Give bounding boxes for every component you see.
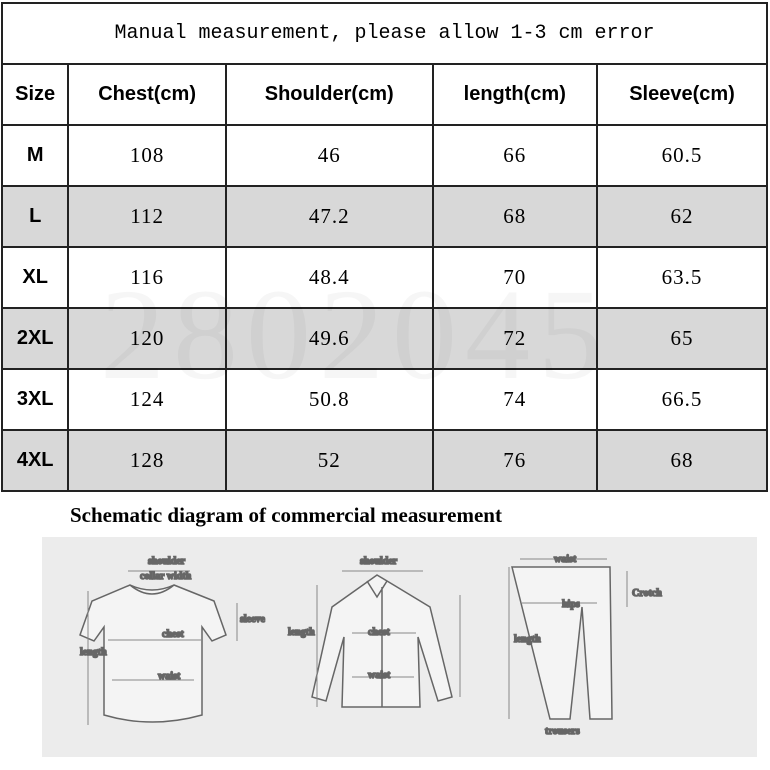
cell-shoulder: 50.8 [226, 369, 433, 430]
cell-shoulder: 48.4 [226, 247, 433, 308]
table-row [2, 186, 767, 247]
cell-sleeve: 63.5 [597, 247, 767, 308]
cell-chest: 128 [68, 430, 226, 491]
label-crotch: Crotch [632, 588, 662, 599]
cell-sleeve: 62 [597, 186, 767, 247]
header-chest: Chest(cm) [68, 64, 226, 125]
cell-chest: 108 [68, 125, 226, 186]
label-collar-width: collar width [140, 571, 192, 582]
table-row [2, 308, 767, 369]
header-length: length(cm) [433, 64, 598, 125]
label-trousers-waist: waist [554, 554, 577, 565]
cell-size: 3XL [2, 369, 68, 430]
shirt-illustration [288, 556, 460, 707]
cell-length: 66 [433, 125, 598, 186]
cell-shoulder: 49.6 [226, 308, 433, 369]
cell-size: 2XL [2, 308, 68, 369]
cell-chest: 116 [68, 247, 226, 308]
cell-size: L [2, 186, 68, 247]
header-shoulder: Shoulder(cm) [226, 64, 433, 125]
header-row [2, 64, 767, 125]
table-row [2, 247, 767, 308]
cell-sleeve: 66.5 [597, 369, 767, 430]
cell-length: 68 [433, 186, 598, 247]
cell-size: M [2, 125, 68, 186]
label-shirt-length: length [288, 627, 315, 638]
diagram-title: Schematic diagram of commercial measurement [70, 503, 502, 527]
cell-chest: 112 [68, 186, 226, 247]
label-shoulder: shoulder [148, 556, 186, 567]
cell-length: 70 [433, 247, 598, 308]
header-sleeve: Sleeve(cm) [597, 64, 767, 125]
label-chest: chest [162, 629, 184, 640]
label-sleeve: sleeve [240, 614, 265, 625]
table-row [2, 369, 767, 430]
cell-shoulder: 52 [226, 430, 433, 491]
cell-length: 74 [433, 369, 598, 430]
cell-shoulder: 47.2 [226, 186, 433, 247]
cell-size: 4XL [2, 430, 68, 491]
measurement-diagram [42, 537, 757, 757]
cell-shoulder: 46 [226, 125, 433, 186]
cell-chest: 120 [68, 308, 226, 369]
table-row [2, 430, 767, 491]
header-size: Size [2, 64, 68, 125]
tshirt-illustration [80, 556, 266, 725]
table-row [2, 125, 767, 186]
table-title: Manual measurement, please allow 1-3 cm error [2, 3, 767, 64]
cell-length: 72 [433, 308, 598, 369]
label-length: length [80, 647, 107, 658]
trousers-illustration [509, 554, 662, 737]
label-waist: waist [158, 671, 181, 682]
cell-chest: 124 [68, 369, 226, 430]
cell-sleeve: 65 [597, 308, 767, 369]
label-hips: hips [562, 599, 580, 610]
label-shirt-waist: waist [368, 670, 391, 681]
size-chart-table [1, 2, 768, 492]
label-shirt-shoulder: shoulder [360, 556, 398, 567]
cell-size: XL [2, 247, 68, 308]
label-trousers-caption: trousers [545, 726, 580, 737]
label-trousers-length: length [514, 634, 541, 645]
cell-sleeve: 68 [597, 430, 767, 491]
cell-length: 76 [433, 430, 598, 491]
label-shirt-chest: chest [368, 627, 390, 638]
cell-sleeve: 60.5 [597, 125, 767, 186]
